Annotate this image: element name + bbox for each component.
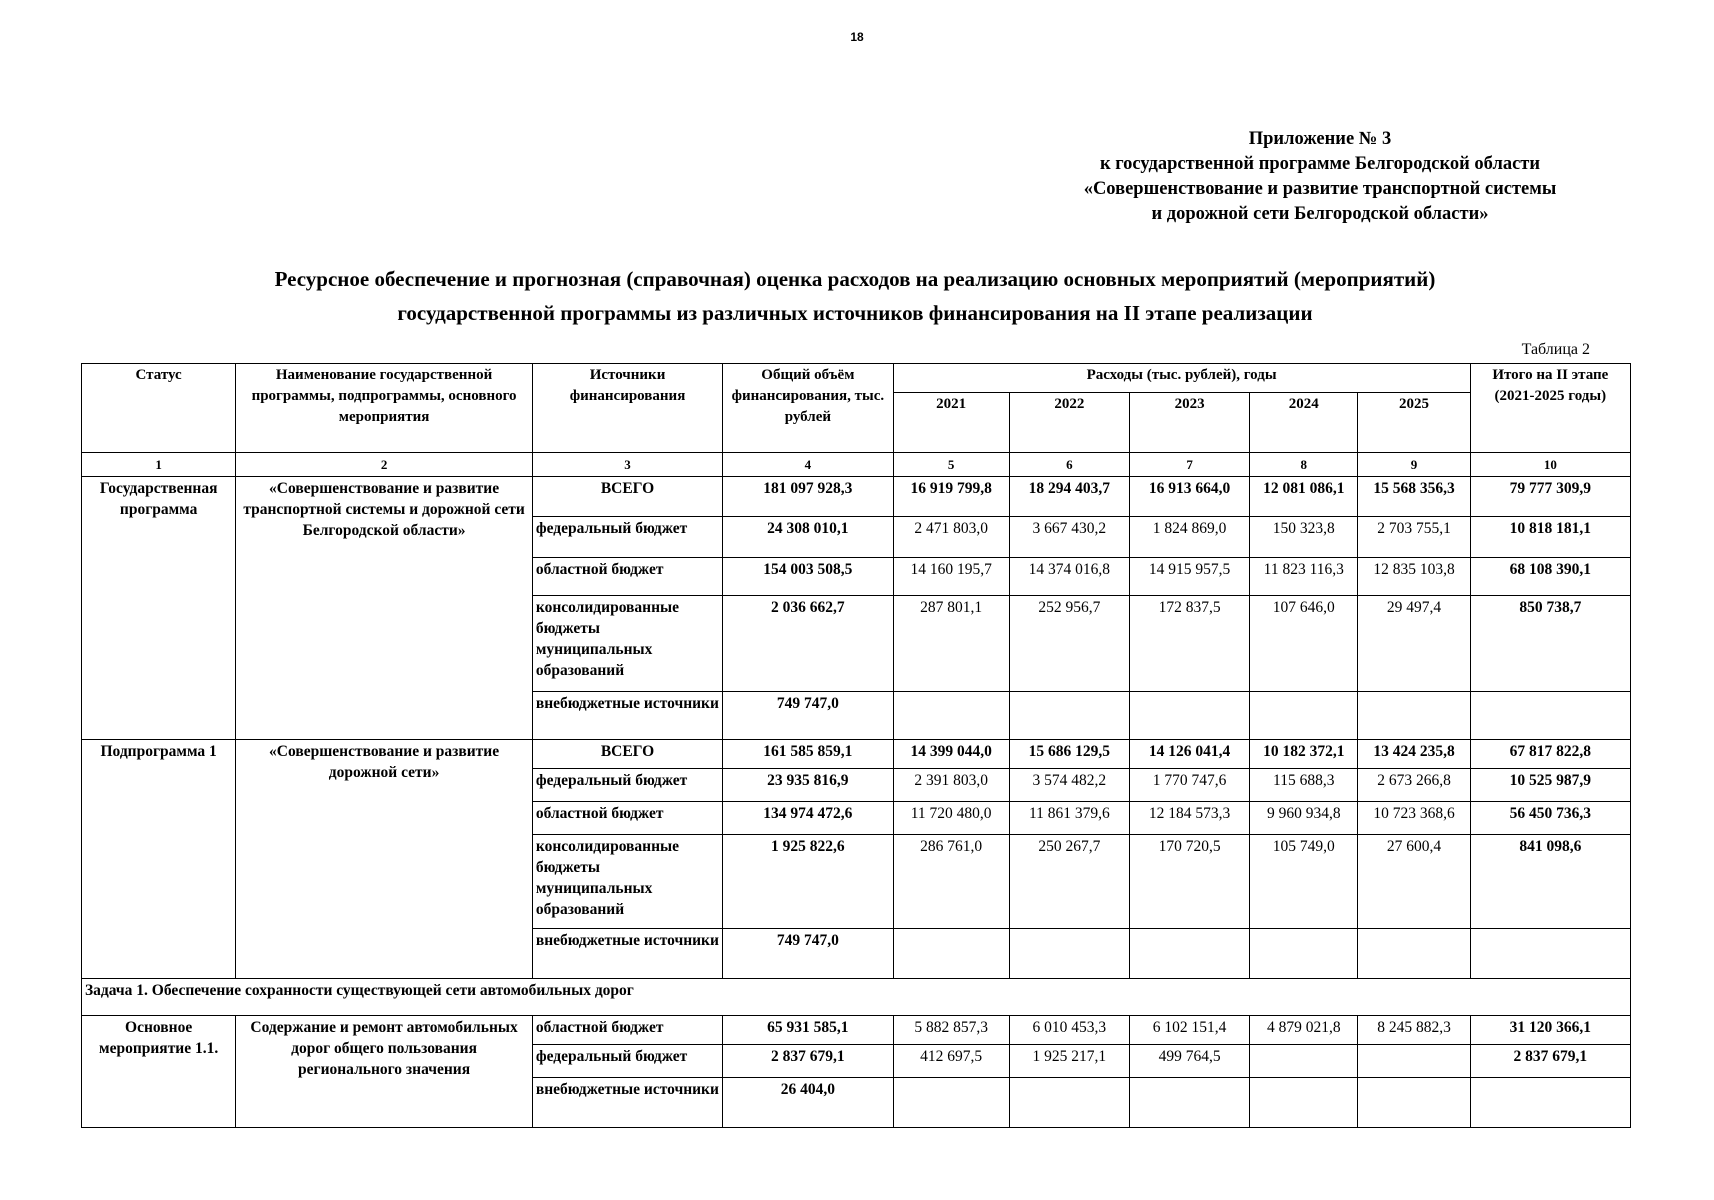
year-value-cell [893, 692, 1009, 740]
year-value-cell [893, 1078, 1009, 1128]
year-value-cell [893, 929, 1009, 979]
year-value-cell: 13 424 235,8 [1358, 740, 1470, 769]
column-number: 10 [1470, 453, 1630, 477]
year-value-cell [1129, 929, 1249, 979]
appendix-line: и дорожной сети Белгородской области» [1151, 204, 1489, 224]
year-value-cell: 150 323,8 [1250, 517, 1358, 558]
year-value-cell: 287 801,1 [893, 596, 1009, 692]
stage-total-cell [1470, 1078, 1630, 1128]
total-cell: 26 404,0 [723, 1078, 893, 1128]
source-cell: областной бюджет [532, 1016, 722, 1045]
task-heading: Задача 1. Обеспечение сохранности существующей сети автомобильных дорог [82, 979, 1631, 1016]
year-value-cell: 250 267,7 [1009, 835, 1129, 929]
appendix-line: «Совершенствование и развитие транспортной системы [1083, 179, 1557, 199]
year-value-cell: 29 497,4 [1358, 596, 1470, 692]
year-value-cell: 10 182 372,1 [1250, 740, 1358, 769]
year-value-cell: 1 925 217,1 [1009, 1045, 1129, 1078]
column-number: 4 [723, 453, 893, 477]
year-value-cell [1250, 929, 1358, 979]
year-value-cell [1009, 929, 1129, 979]
source-cell: внебюджетные источники [532, 692, 722, 740]
stage-total-cell: 2 837 679,1 [1470, 1045, 1630, 1078]
total-cell: 23 935 816,9 [723, 769, 893, 802]
column-number: 6 [1009, 453, 1129, 477]
total-cell: 1 925 822,6 [723, 835, 893, 929]
year-value-cell: 4 879 021,8 [1250, 1016, 1358, 1045]
stage-total-cell: 56 450 736,3 [1470, 802, 1630, 835]
year-value-cell: 170 720,5 [1129, 835, 1249, 929]
total-cell: 134 974 472,6 [723, 802, 893, 835]
year-value-cell: 1 824 869,0 [1129, 517, 1249, 558]
appendix-line: к государственной программе Белгородской области [1099, 154, 1541, 174]
year-value-cell: 12 835 103,8 [1358, 558, 1470, 596]
year-value-cell [1250, 1078, 1358, 1128]
stage-total-cell: 10 818 181,1 [1470, 517, 1630, 558]
year-value-cell: 18 294 403,7 [1009, 477, 1129, 517]
header-total: Общий объём финансирования, тыс. рублей [723, 364, 893, 453]
year-value-cell: 105 749,0 [1250, 835, 1358, 929]
year-value-cell: 6 010 453,3 [1009, 1016, 1129, 1045]
year-value-cell [1129, 1078, 1249, 1128]
year-value-cell: 286 761,0 [893, 835, 1009, 929]
source-cell: федеральный бюджет [532, 769, 722, 802]
year-value-cell: 1 770 747,6 [1129, 769, 1249, 802]
stage-total-cell: 841 098,6 [1470, 835, 1630, 929]
stage-total-cell [1470, 929, 1630, 979]
appendix-line: Приложение № 3 [1248, 129, 1392, 149]
column-number: 7 [1129, 453, 1249, 477]
header-year: 2025 [1358, 393, 1470, 453]
year-value-cell: 11 861 379,6 [1009, 802, 1129, 835]
status-cell: Государственная программа [82, 477, 236, 740]
year-value-cell: 252 956,7 [1009, 596, 1129, 692]
appendix-header [1040, 127, 1600, 227]
year-value-cell [1358, 1078, 1470, 1128]
year-value-cell: 11 720 480,0 [893, 802, 1009, 835]
source-cell: внебюджетные источники [532, 1078, 722, 1128]
year-value-cell: 14 399 044,0 [893, 740, 1009, 769]
header-year: 2021 [893, 393, 1009, 453]
source-cell: областной бюджет [532, 558, 722, 596]
year-value-cell [1129, 692, 1249, 740]
year-value-cell: 107 646,0 [1250, 596, 1358, 692]
total-cell: 2 036 662,7 [723, 596, 893, 692]
table-label: Таблица 2 [1521, 341, 1590, 358]
source-cell: ВСЕГО [532, 477, 722, 517]
stage-total-cell: 10 525 987,9 [1470, 769, 1630, 802]
year-value-cell [1009, 1078, 1129, 1128]
total-cell: 161 585 859,1 [723, 740, 893, 769]
stage-total-cell: 850 738,7 [1470, 596, 1630, 692]
stage-total-cell [1470, 692, 1630, 740]
column-number: 9 [1358, 453, 1470, 477]
year-value-cell [1009, 692, 1129, 740]
status-cell: Основное мероприятие 1.1. [82, 1016, 236, 1128]
year-value-cell: 27 600,4 [1358, 835, 1470, 929]
year-value-cell: 16 919 799,8 [893, 477, 1009, 517]
year-value-cell: 15 686 129,5 [1009, 740, 1129, 769]
title-line: Ресурсное обеспечение и прогнозная (справочная) оценка расходов на реализацию основных мероприятий (мероприятий) [274, 267, 1436, 291]
year-value-cell: 3 574 482,2 [1009, 769, 1129, 802]
year-value-cell: 14 126 041,4 [1129, 740, 1249, 769]
year-value-cell: 14 915 957,5 [1129, 558, 1249, 596]
total-cell: 749 747,0 [723, 929, 893, 979]
source-cell: консолидированные бюджеты муниципальных образований [532, 596, 722, 692]
year-value-cell: 2 391 803,0 [893, 769, 1009, 802]
stage-total-cell: 67 817 822,8 [1470, 740, 1630, 769]
task-row [82, 979, 1631, 1016]
name-cell: Содержание и ремонт автомобильных дорог общего пользования регионального значения [236, 1016, 533, 1128]
header-stage-total: Итого на II этапе (2021-2025 годы) [1470, 364, 1630, 453]
source-cell: федеральный бюджет [532, 1045, 722, 1078]
budget-table [81, 363, 1631, 1128]
table-row [82, 740, 1631, 769]
year-value-cell: 412 697,5 [893, 1045, 1009, 1078]
year-value-cell: 10 723 368,6 [1358, 802, 1470, 835]
stage-total-cell: 31 120 366,1 [1470, 1016, 1630, 1045]
total-cell: 24 308 010,1 [723, 517, 893, 558]
year-value-cell: 16 913 664,0 [1129, 477, 1249, 517]
year-value-cell [1358, 929, 1470, 979]
total-cell: 2 837 679,1 [723, 1045, 893, 1078]
column-number: 3 [532, 453, 722, 477]
year-value-cell: 15 568 356,3 [1358, 477, 1470, 517]
year-value-cell [1250, 692, 1358, 740]
year-value-cell: 12 184 573,3 [1129, 802, 1249, 835]
stage-total-cell: 79 777 309,9 [1470, 477, 1630, 517]
header-year: 2022 [1009, 393, 1129, 453]
column-number: 5 [893, 453, 1009, 477]
year-value-cell: 11 823 116,3 [1250, 558, 1358, 596]
source-cell: федеральный бюджет [532, 517, 722, 558]
year-value-cell: 3 667 430,2 [1009, 517, 1129, 558]
year-value-cell [1358, 692, 1470, 740]
document-title [100, 262, 1610, 330]
total-cell: 181 097 928,3 [723, 477, 893, 517]
page-number: 18 [850, 30, 864, 44]
name-cell: «Совершенствование и развитие дорожной сети» [236, 740, 533, 979]
total-cell: 154 003 508,5 [723, 558, 893, 596]
year-value-cell: 2 471 803,0 [893, 517, 1009, 558]
table-row [82, 1016, 1631, 1045]
source-cell: консолидированные бюджеты муниципальных образований [532, 835, 722, 929]
header-status: Статус [82, 364, 236, 453]
year-value-cell: 12 081 086,1 [1250, 477, 1358, 517]
year-value-cell: 2 673 266,8 [1358, 769, 1470, 802]
year-value-cell: 14 160 195,7 [893, 558, 1009, 596]
year-value-cell [1250, 1045, 1358, 1078]
title-line: государственной программы из различных источников финансирования на II этапе реализации [397, 301, 1313, 325]
year-value-cell: 115 688,3 [1250, 769, 1358, 802]
year-value-cell: 2 703 755,1 [1358, 517, 1470, 558]
source-cell: областной бюджет [532, 802, 722, 835]
header-sources: Источники финансирования [532, 364, 722, 453]
column-number: 2 [236, 453, 533, 477]
total-cell: 65 931 585,1 [723, 1016, 893, 1045]
column-number: 1 [82, 453, 236, 477]
year-value-cell: 9 960 934,8 [1250, 802, 1358, 835]
header-year: 2023 [1129, 393, 1249, 453]
year-value-cell: 6 102 151,4 [1129, 1016, 1249, 1045]
header-expenses: Расходы (тыс. рублей), годы [893, 364, 1470, 393]
source-cell: ВСЕГО [532, 740, 722, 769]
name-cell: «Совершенствование и развитие транспортной системы и дорожной сети Белгородской области» [236, 477, 533, 740]
table-row [82, 477, 1631, 517]
status-cell: Подпрограмма 1 [82, 740, 236, 979]
year-value-cell: 8 245 882,3 [1358, 1016, 1470, 1045]
header-year: 2024 [1250, 393, 1358, 453]
year-value-cell: 14 374 016,8 [1009, 558, 1129, 596]
column-number: 8 [1250, 453, 1358, 477]
year-value-cell [1358, 1045, 1470, 1078]
total-cell: 749 747,0 [723, 692, 893, 740]
year-value-cell: 499 764,5 [1129, 1045, 1249, 1078]
header-name: Наименование государственной программы, подпрограммы, основного мероприятия [236, 364, 533, 453]
source-cell: внебюджетные источники [532, 929, 722, 979]
year-value-cell: 5 882 857,3 [893, 1016, 1009, 1045]
year-value-cell: 172 837,5 [1129, 596, 1249, 692]
stage-total-cell: 68 108 390,1 [1470, 558, 1630, 596]
